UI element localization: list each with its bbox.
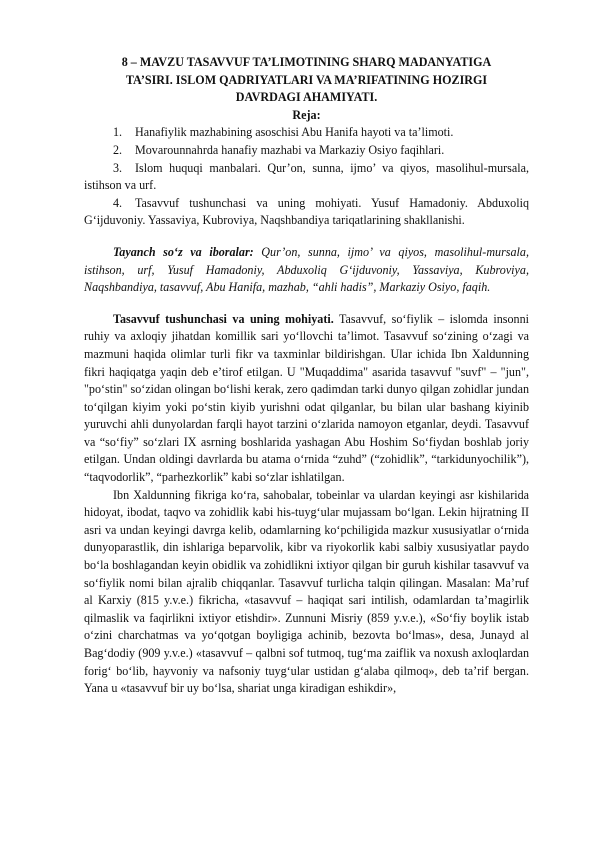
document-page <box>84 54 529 698</box>
plan-heading: Reja: <box>292 107 321 122</box>
plan-item-text: Islom huquqi manbalari. Qur’on, sunna, ijmo’ va qiyos, masolihul-mursala, istihson va urf. <box>84 160 529 193</box>
plan-list <box>84 124 529 230</box>
plan-item <box>84 195 529 230</box>
lecture-title <box>84 54 529 107</box>
plan-item-number: 1. <box>113 125 123 140</box>
title-line-3: DAVRDAGI AHAMIYATI. <box>235 90 378 105</box>
section-heading: Tasavvuf tushunchasi va uning mohiyati. <box>113 311 334 326</box>
body-paragraph-1 <box>84 311 529 487</box>
spacer <box>84 297 529 311</box>
plan-item-text: Hanafiylik mazhabining asoschisi Abu Hanifa hayoti va ta’limoti. <box>135 125 454 140</box>
body-paragraph-2: Ibn Xaldunning fikriga ko‘ra, sahobalar, tobeinlar va ulardan keyingi asr kishilarida hidoyat, ibodat, taqvo va zohidlik kabi his-tuyg‘ular mujassam bo‘lgan. Lekin hijratning II asri va undan keyingi davrga kelib, odamlarning ko‘pchiligida mazkur xususiyatlar o‘rnida dunyoparastlik, din ishlariga beparvolik, kibr va riyokorlik kabi salbiy xususiyatlar paydo bo‘la boshlagandan keyin obidlik va zohidlikni ixtiyor qilgan bir guruh kishilar tasavvuf va so‘fiylik nomi bilan ajralib chiqqanlar. Tasavvuf turlicha talqin qilingan. Masalan: Ma’ruf al Karxiy (815 y.v.e.) fikricha, «tasavvuf – haqiqat sari intilish, odamlardan ta’magirlik qilmaslik va faqirlikni ixtiyor etishdir». Zunnuni Misriy (859 y.v.e.), «So‘fiy boylik istab o‘zini charchatmas va yo‘qotgan boyligiga achinib, bezovta bo‘lmas», desa, Junayd al Bag‘dodiy (909 y.v.e.) «tasavvuf – qalbni sof tutmoq, tug‘ma zaiflik va noxush axloqlardan forig‘ bo‘lib, hayvoniy va nafsoniy tuyg‘ular ustidan g‘alaba qilmoq», deb ta’rif bergan. Yana u «tasavvuf bir uy bo‘lsa, shariat unga kiradigan eshikdir», <box>84 487 529 696</box>
plan-item <box>84 160 529 195</box>
keywords-label: Tayanch so‘z va iboralar: <box>113 244 254 259</box>
title-line-1: 8 – MAVZU TASAVVUF TA’LIMOTINING SHARQ MADANYATIGA <box>121 55 492 69</box>
plan-item-number: 4. <box>113 195 123 210</box>
keywords-text: Qur’on, sunna, ijmo’ va qiyos, masolihul-mursala, istihson, urf, Yusuf Hamadoniy, Abduxoliq G‘ijduvoniy, Yassaviya, Kubroviya, Naqshbandiya, tasavvuf, Abu Hanifa, mazhab, “ahli hadis”, Markaziy Osiyo, faqih. <box>84 244 529 295</box>
plan-item-number: 2. <box>113 142 123 157</box>
plan-item-text: Tasavvuf tushunchasi va uning mohiyati. Yusuf Hamadoniy. Abduxoliq G‘ijduvoniy. Yassaviya, Kubroviya, Naqshbandiya tariqatlarining shakllanishi. <box>84 195 529 228</box>
plan-item <box>84 142 529 160</box>
plan-item-number: 3. <box>113 160 123 175</box>
paragraph-1-text: Tasavvuf, so‘fiylik – islomda insonni ruhiy va axloqiy jihatdan komillik sari yo‘llovchi ta’limot. Tasavvuf so‘zining o‘zagi va mazmuni haqida olimlar turli fikr va taxminlar bildirishgan. Ular ichida Ibn Xaldunning fikri haqiqatga yaqin deb e’tirof etilgan. U "Muqaddima" asarida tasavvuf "suvf" – "jun", "po‘stin" so‘zidan olingan bo‘lishi kerak, zero qadimdan tarki dunyo qilgan zohidlar jundan to‘qilgan kiyim yoki po‘stin kiyib yurishni odat qilganlar, bu bilan ular bashang kiyinib yuruvchi ahli dunyolardan farqli hayot tarzini o‘zlarida namoyon etganlar, deydi. Tasavvuf va “so‘fiy” so‘zlari IX asrning boshlarida yashagan Abu Hoshim So‘fiydan boshlab joriy etilgan. Undan oldingi davrlarda bu atama o‘rnida “zuhd” (“zohidlik”, “tarkidunyochilik”), “taqvodorlik”, “parhezkorlik” kabi so‘zlar ishlatilgan. <box>84 311 529 485</box>
plan-item <box>84 124 529 142</box>
keywords-paragraph <box>84 244 529 297</box>
plan-item-text: Movarounnahrda hanafiy mazhabi va Markaziy Osiyo faqihlari. <box>135 142 445 157</box>
spacer <box>84 230 529 244</box>
title-line-2: TA’SIRI. ISLOM QADRIYATLARI VA MA’RIFATINING HOZIRGI <box>125 72 488 87</box>
